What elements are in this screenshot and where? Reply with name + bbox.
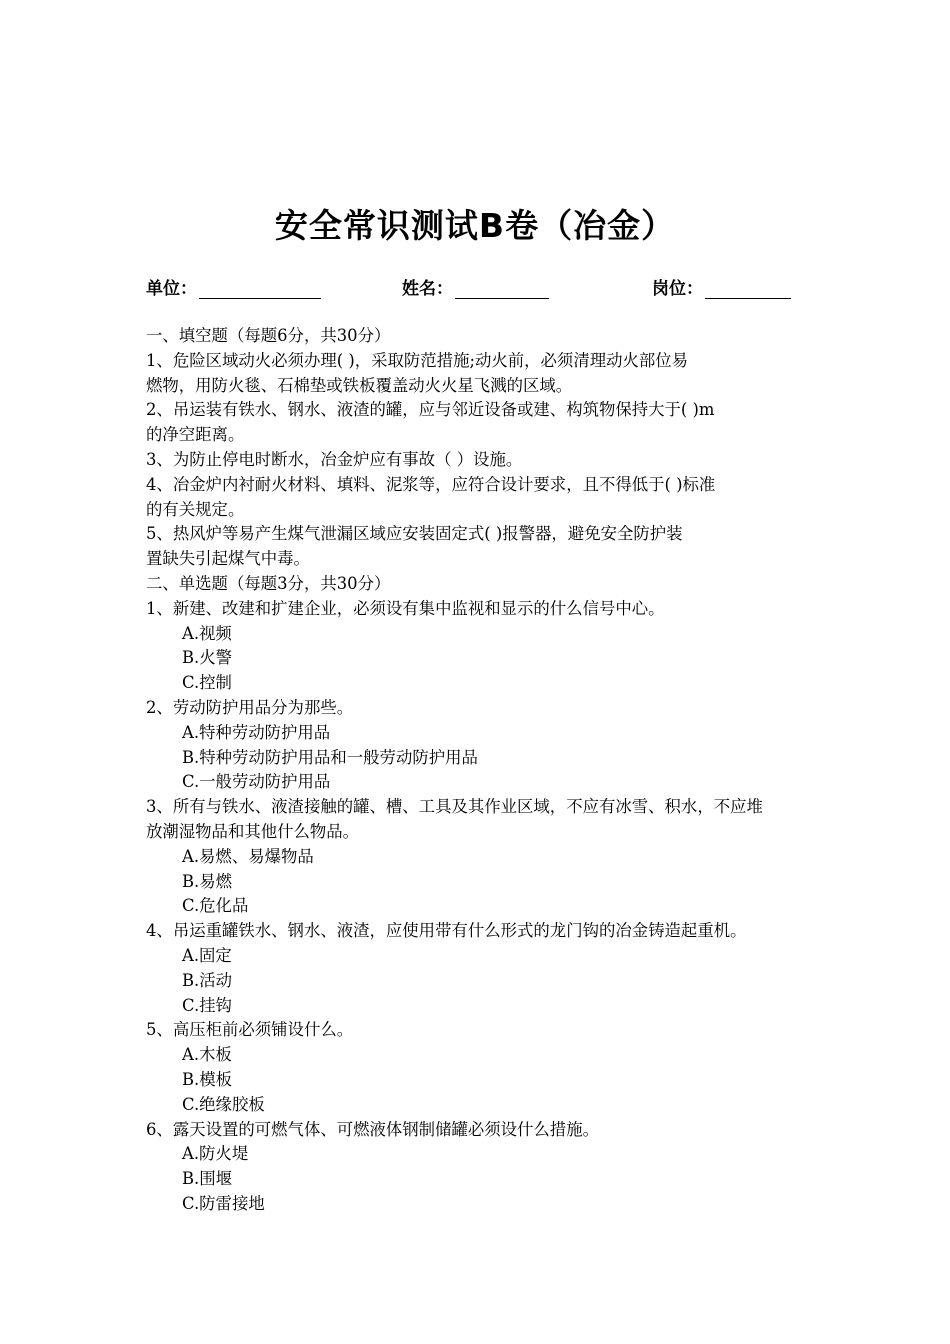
exam-content [146,324,810,1217]
choice-q6-option-c[interactable]: C.防雷接地 [182,1193,265,1213]
choice-q3-option-c[interactable]: C.危化品 [182,896,249,916]
info-row [146,274,806,300]
page-title: 安全常识测试B卷（冶金） [274,206,676,245]
fill-q1-line1: 1、危险区域动火必须办理( )，采取防范措施;动火前，必须清理动火部位易 [146,350,689,370]
choice-q6: 6、露天设置的可燃气体、可燃液体钢制储罐必须设什么措施。 [146,1119,599,1139]
choice-q4: 4、吊运重罐铁水、钢水、液渣，应使用带有什么形式的龙门钩的冶金铸造起重机。 [146,921,747,941]
fill-q5-line2: 置缺失引起煤气中毒。 [146,549,310,569]
fill-q4-line2: 的有关规定。 [146,499,245,519]
choice-q2-option-a[interactable]: A.特种劳动防护用品 [182,722,331,742]
choice-q6-option-a[interactable]: A.防火堤 [182,1144,249,1164]
section1-heading: 一、填空题（每题6分，共30分） [146,326,391,345]
choice-q3-option-b[interactable]: B.易燃 [182,871,233,891]
choice-q1: 1、新建、改建和扩建企业，必须设有集中监视和显示的什么信号中心。 [146,598,665,618]
choice-q1-option-a[interactable]: A.视频 [182,623,232,643]
choice-q5: 5、高压柜前必须铺设什么。 [146,1020,354,1040]
unit-blank[interactable] [199,280,321,299]
choice-q4-option-b[interactable]: B.活动 [182,970,233,990]
choice-q3-line1: 3、所有与铁水、液渣接触的罐、槽、工具及其作业区域，不应有冰雪、积水，不应堆 [146,797,763,817]
section2-heading: 二、单选题（每题3分，共30分） [146,573,391,593]
post-blank[interactable] [705,280,791,299]
choice-q3-option-a[interactable]: A.易燃、易爆物品 [182,846,314,866]
choice-q1-option-c[interactable]: C.控制 [182,673,232,693]
fill-q5-line1: 5、热风炉等易产生煤气泄漏区域应安装固定式( )报警器，避免安全防护装 [146,524,683,544]
choice-q6-option-b[interactable]: B.围堰 [182,1169,233,1189]
choice-q2-option-b[interactable]: B.特种劳动防护用品和一般劳动防护用品 [182,747,478,767]
name-field [402,274,549,299]
fill-q4-line1: 4、冶金炉内衬耐火材料、填料、泥浆等，应符合设计要求，且不得低于( )标准 [146,474,716,494]
fill-q2-line1: 2、吊运装有铁水、钢水、液渣的罐，应与邻近设备或建、构筑物保持大于( )m [146,400,715,420]
choice-q5-option-c[interactable]: C.绝缘胶板 [182,1094,265,1114]
choice-q3-line2: 放潮湿物品和其他什么物品。 [146,821,360,841]
choice-q5-option-b[interactable]: B.模板 [182,1069,233,1089]
choice-q2-option-c[interactable]: C.一般劳动防护用品 [182,772,331,792]
post-field [652,274,791,299]
choice-q1-option-b[interactable]: B.火警 [182,648,233,668]
choice-q4-option-a[interactable]: A.固定 [182,945,232,965]
unit-label: 单位： [146,279,197,299]
unit-field [146,274,321,299]
choice-q2: 2、劳动防护用品分为那些。 [146,697,354,717]
name-label: 姓名： [402,279,453,299]
fill-q1-line2: 燃物，用防火毯、石棉垫或铁板覆盖动火火星飞溅的区域。 [146,375,573,395]
fill-q2-line2: 的净空距离。 [146,425,245,445]
post-label: 岗位： [652,279,703,299]
name-blank[interactable] [455,280,549,299]
choice-q4-option-c[interactable]: C.挂钩 [182,995,232,1015]
choice-q5-option-a[interactable]: A.木板 [182,1045,232,1065]
fill-q3-line1: 3、为防止停电时断水，冶金炉应有事故（ ）设施。 [146,449,523,469]
